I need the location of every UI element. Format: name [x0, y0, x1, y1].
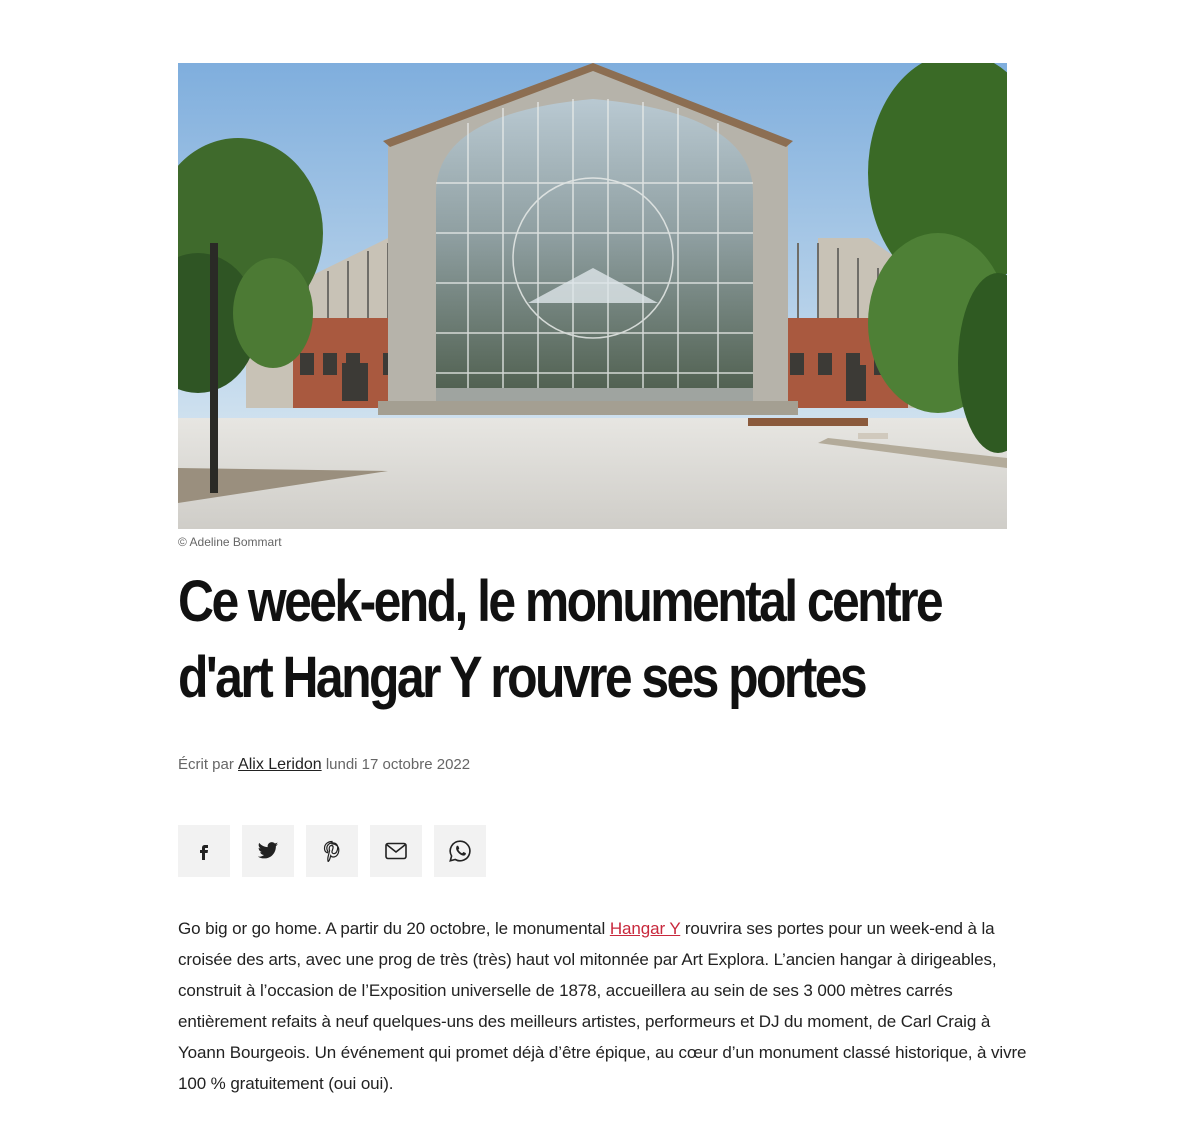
- share-facebook-button[interactable]: [178, 825, 230, 877]
- article-body: [178, 913, 1040, 1099]
- share-email-button[interactable]: [370, 825, 422, 877]
- share-whatsapp-button[interactable]: [434, 825, 486, 877]
- author-link[interactable]: Alix Leridon: [238, 756, 322, 773]
- facebook-icon: [194, 841, 214, 861]
- hangar-photo: [178, 63, 1007, 529]
- photo-credit: © Adeline Bommart: [178, 535, 282, 549]
- twitter-icon: [257, 841, 279, 861]
- hero-image: [178, 63, 1007, 529]
- headline-line-2: d'art Hangar Y rouvre ses portes: [178, 645, 866, 710]
- share-pinterest-button[interactable]: [306, 825, 358, 877]
- byline: [178, 756, 470, 774]
- share-bar: [178, 825, 486, 877]
- headline-line-1: Ce week-end, le monumental centre: [178, 569, 942, 634]
- whatsapp-icon: [448, 839, 472, 863]
- byline-prefix: Écrit par: [178, 756, 234, 773]
- article-headline: [178, 564, 1038, 716]
- body-continuation: rouvrira ses portes pour un week-end à la croisée des arts, avec une prog de très (très) haut vol mitonnée par Art Explora. L’ancien hangar à dirigeables, construit à l’occasion de l’Exposition universelle de 1878, accueillera au sein de ses 3 000 mètres carrés entièrement refaits à neuf quelques-uns des meilleurs artistes, performeurs et DJ du moment, de Carl Craig à Yoann Bourgeois. Un événement qui promet déjà d’être épique, au cœur d’un monument classé historique, à vivre 100 % gratuitement (oui oui).: [178, 919, 1027, 1093]
- share-twitter-button[interactable]: [242, 825, 294, 877]
- publish-date: lundi 17 octobre 2022: [325, 756, 471, 773]
- hangar-y-link[interactable]: Hangar Y: [609, 919, 681, 938]
- pinterest-icon: [322, 840, 342, 862]
- body-intro: Go big or go home. A partir du 20 octobre, le monumental: [178, 919, 610, 938]
- mail-icon: [385, 842, 407, 860]
